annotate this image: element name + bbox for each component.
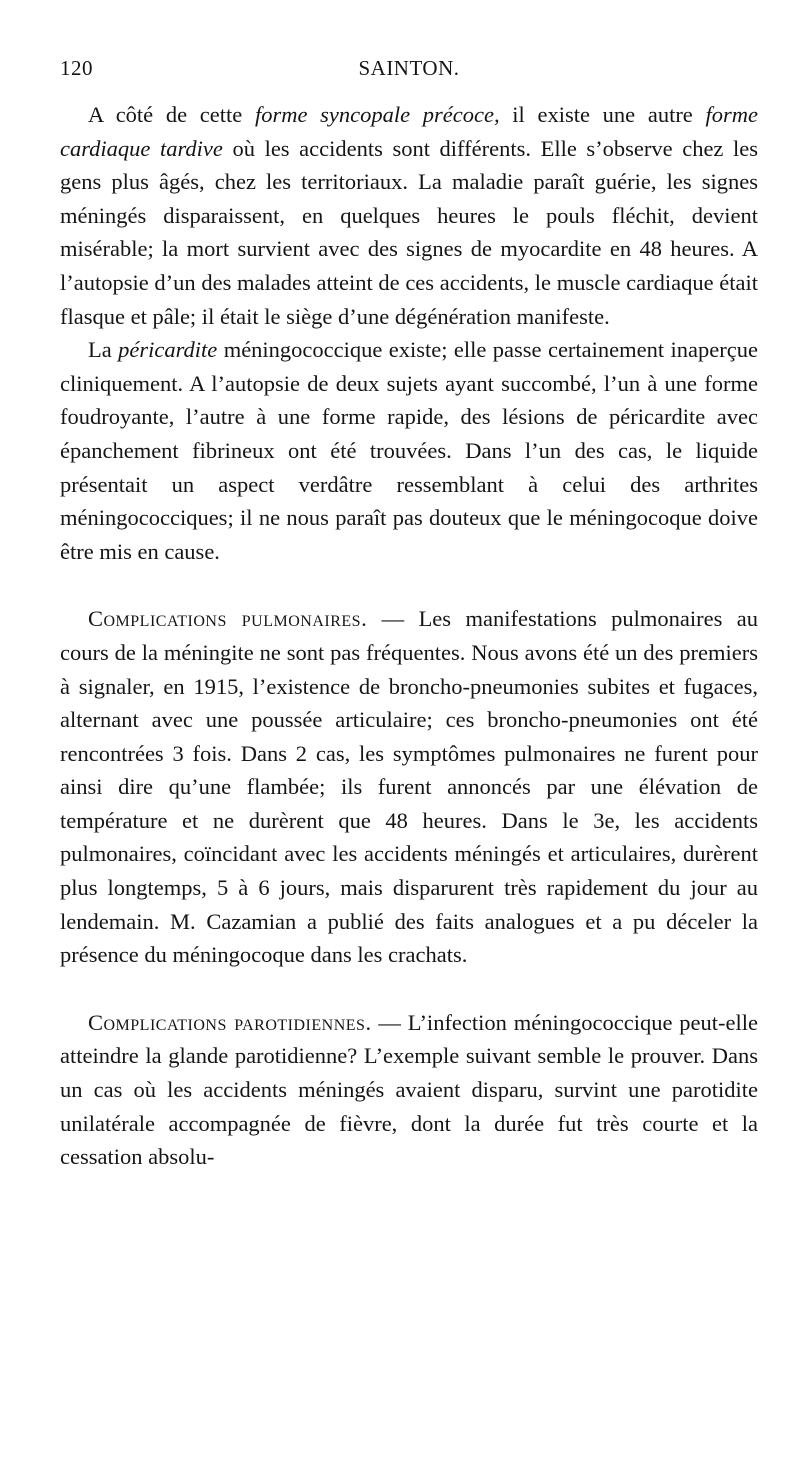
page: [60, 0, 758, 1467]
section-spacer: [60, 568, 758, 602]
page-number: 120: [60, 56, 93, 80]
section-heading-pulmonary: Complications pulmonaires.: [88, 606, 368, 632]
running-title: SAINTON.: [358, 56, 460, 80]
paragraph-pulmonary-complications: Complications pulmonaires. — Les manifestations pulmonaires au cours de la méningite ne sont pas fréquentes. Nous avons été un des premiers à signaler, en 1915, l’existence de broncho-pneumonies subites et fugaces, alternant avec une poussée articulaire; ces broncho-pneumonies ont été rencontrées 3 fois. Dans 2 cas, les symptômes pulmonaires ne furent pour ainsi dire qu’une flambée; ils furent annoncés par une élévation de température et ne durèrent que 48 heures. Dans le 3e, les accidents pulmonaires, coïncidant avec les accidents méningés et articulaires, durèrent plus longtemps, 5 à 6 jours, mais disparurent très rapidement du jour au lendemain. M. Cazamian a publié des faits analogues et a pu déceler la présence du méningocoque dans les crachats.: [60, 606, 759, 968]
running-header: [60, 56, 758, 90]
paragraph-parotid-complications: Complications parotidiennes. — L’infection méningococcique peut-elle atteindre la glande parotidienne? L’exemple suivant semble le prouver. Dans un cas où les accidents méningés avaient disparu, survint une parotidite unilatérale accompagnée de fièvre, dont la durée fut très courte et la cessation absolu-: [60, 1009, 758, 1170]
paragraph-pericarditis: La péricardite méningococcique existe; elle passe certainement inaperçue cliniquement. A l’autopsie de deux sujets ayant succombé, l’un à une forme foudroyante, l’autre à une forme rapide, des lésions de péricardite avec épanchement fibrineux ont été trouvées. Dans l’un des cas, le liquide présentait un aspect verdâtre ressemblant à celui des arthrites méningococciques; il ne nous paraît pas douteux que le méningocoque doive être mis en cause.: [60, 337, 758, 564]
paragraph-cardiac-form: A côté de cette forme syncopale précoce, il existe une autre forme cardiaque tardive où les accidents sont différents. Elle s’observe chez les gens plus âgés, chez les territoriaux. La maladie paraît guérie, les signes méningés disparaissent, en quelques heures le pouls fléchit, devient misérable; la mort survient avec des signes de myocardite en 48 heures. A l’autopsie d’un des malades atteint de ces accidents, le muscle cardiaque était flasque et pâle; il était le siège d’une dégénération manifeste.: [60, 102, 758, 329]
body-text: [60, 98, 758, 1174]
section-heading-parotid: Complications parotidiennes.: [88, 1009, 372, 1035]
section-spacer: [60, 972, 758, 1006]
